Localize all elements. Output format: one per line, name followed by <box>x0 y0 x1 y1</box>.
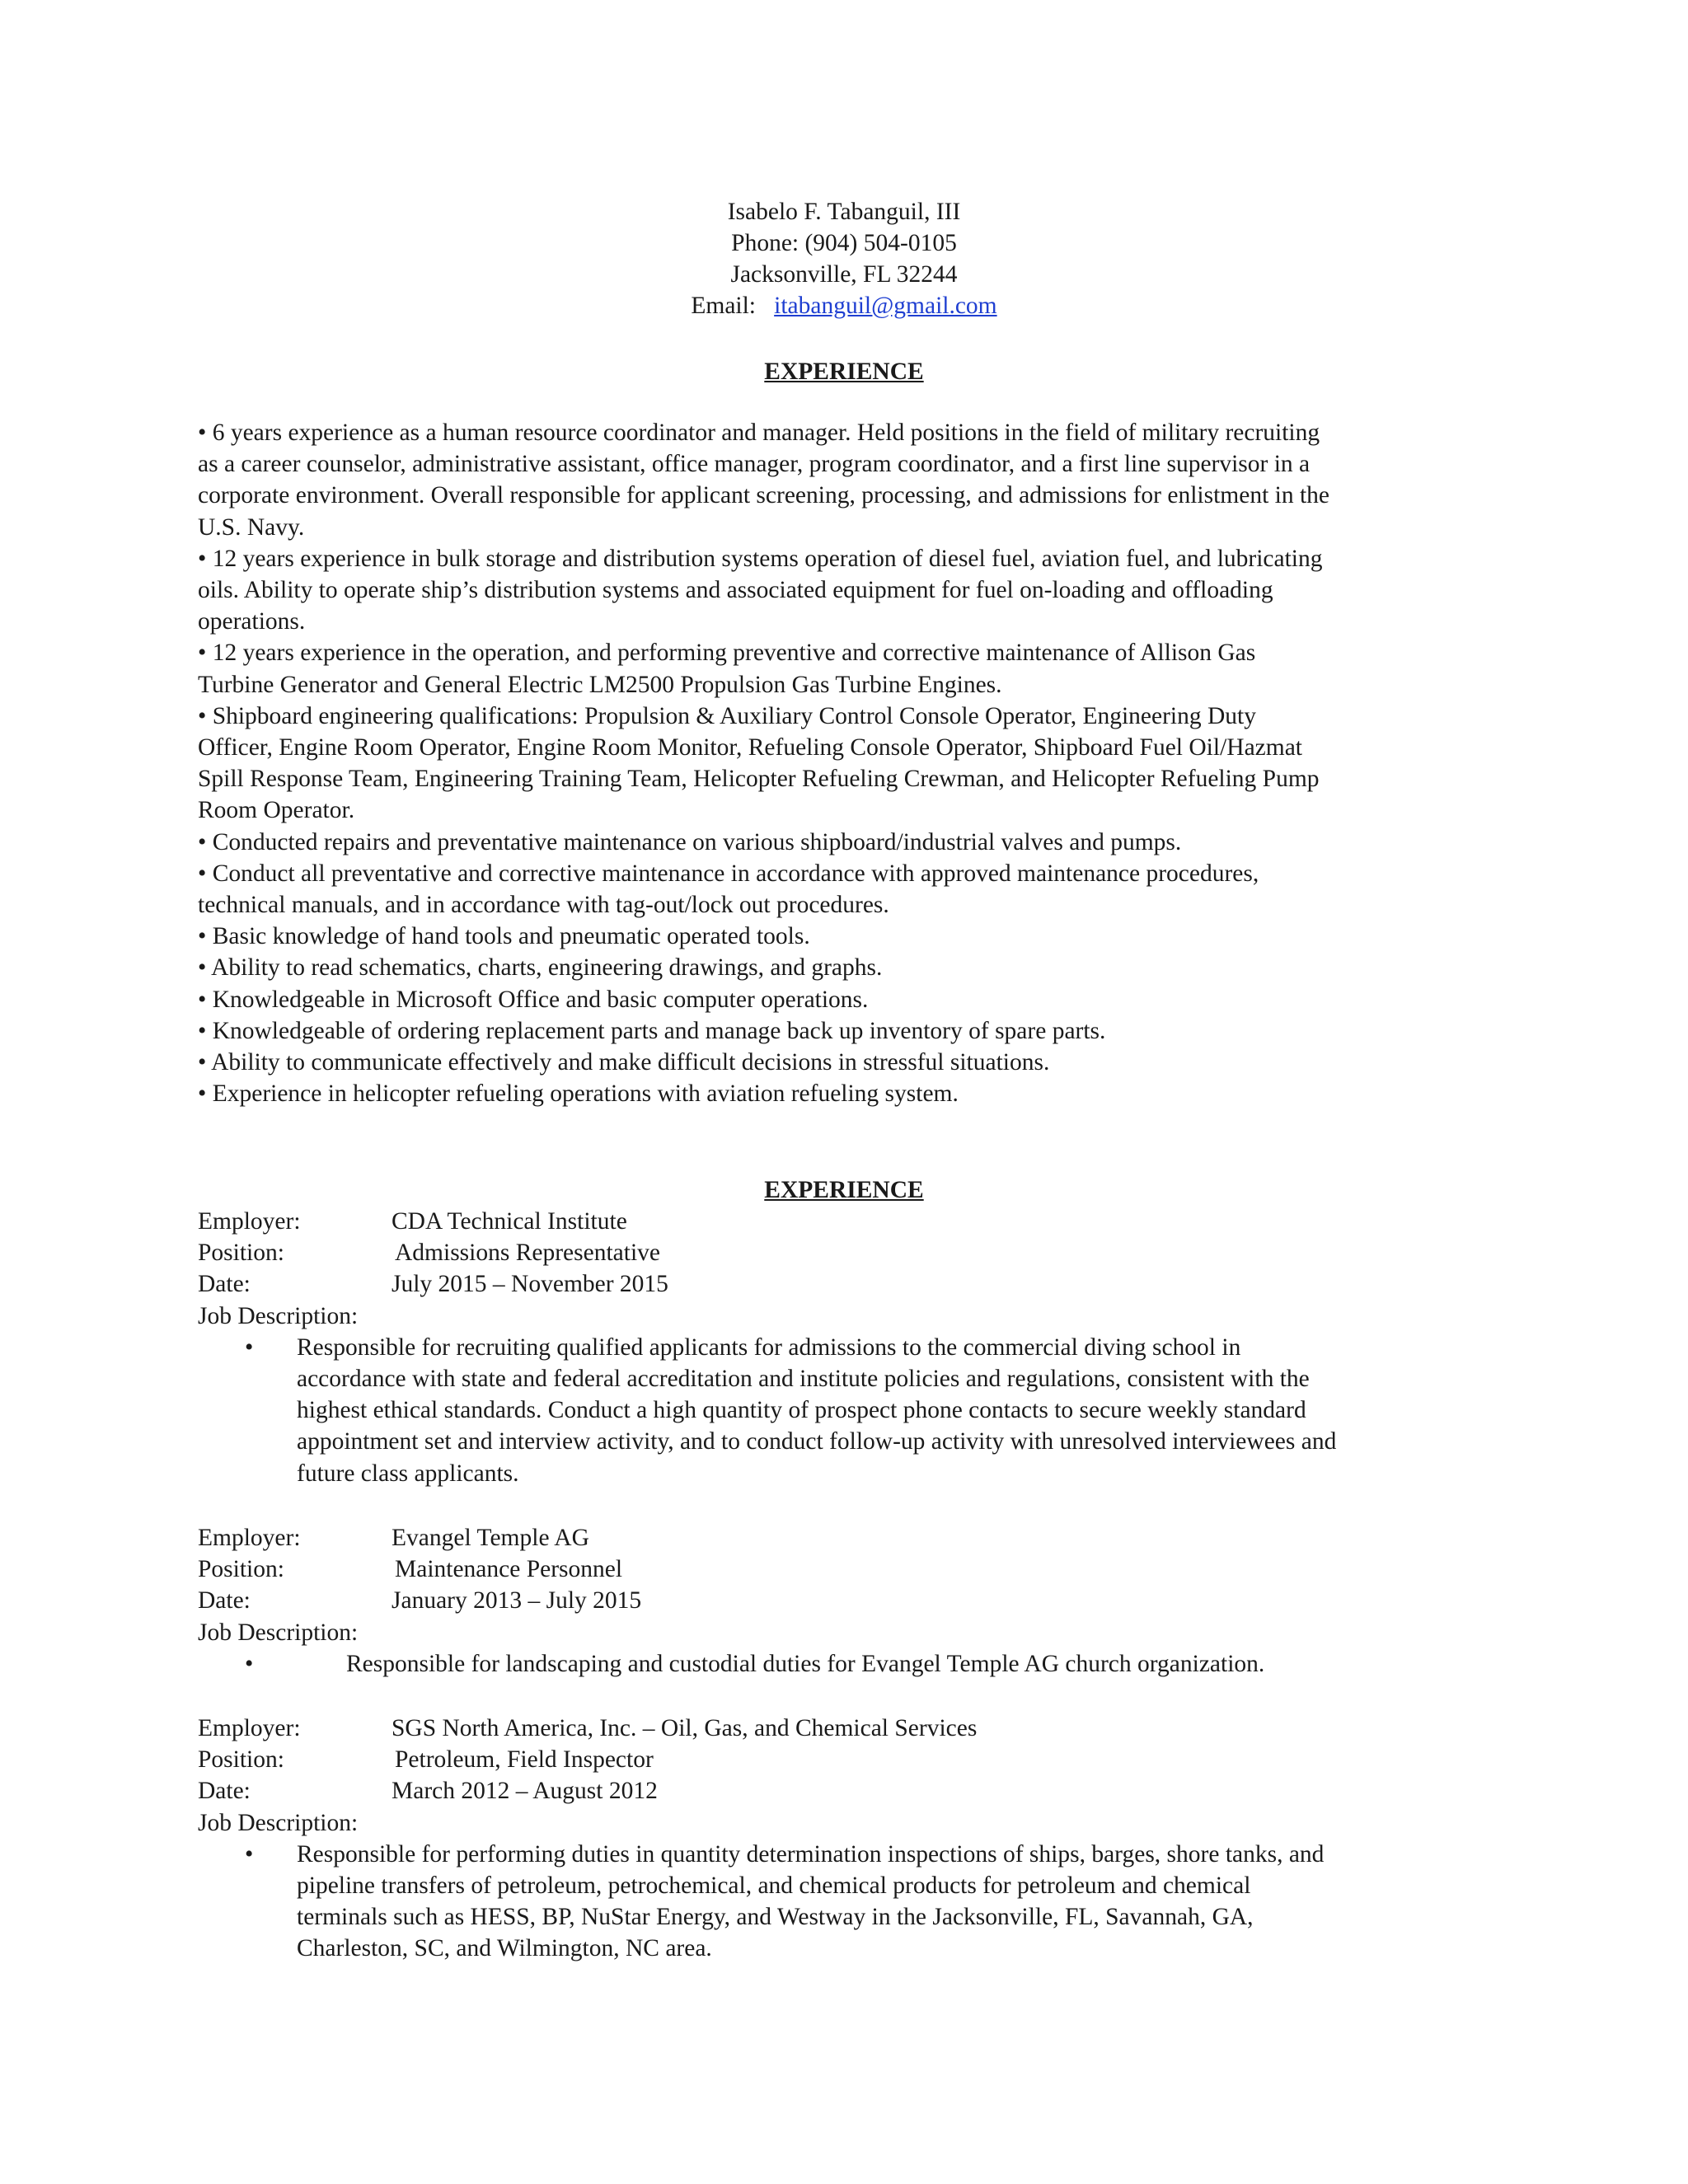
position-row <box>198 1554 1492 1585</box>
job-entry <box>198 1713 1492 1965</box>
employer-row <box>198 1206 1492 1237</box>
employer-label: Employer: <box>198 1208 301 1235</box>
position-row <box>198 1237 1492 1268</box>
summary-line: • 12 years experience in bulk storage and distribution systems operation of diesel fuel, aviation fuel, and lubricating <box>198 545 1323 572</box>
summary-line: Spill Response Team, Engineering Training Team, Helicopter Refueling Crewman, and Helicopter Refueling Pump <box>198 766 1320 793</box>
summary-line: • 12 years experience in the operation, and performing preventive and corrective maintenance of Allison Gas <box>198 640 1256 667</box>
position-value: Admissions Representative <box>395 1240 660 1267</box>
summary-line: • Basic knowledge of hand tools and pneumatic operated tools. <box>198 923 810 950</box>
employer-label: Employer: <box>198 1525 301 1551</box>
experience-heading: EXPERIENCE <box>764 1177 924 1203</box>
job-description-list <box>198 1332 1492 1489</box>
job-description-list <box>198 1648 1492 1680</box>
contact-header <box>0 196 1688 321</box>
position-row <box>198 1744 1492 1775</box>
employer-value: CDA Technical Institute <box>392 1208 627 1235</box>
summary-line: • Knowledgeable in Microsoft Office and basic computer operations. <box>198 986 869 1013</box>
date-label: Date: <box>198 1271 251 1298</box>
date-row <box>198 1775 1492 1807</box>
job-description-line: terminals such as HESS, BP, NuStar Energy, and Westway in the Jacksonville, FL, Savannah, GA, <box>297 1904 1254 1931</box>
summary-section <box>198 417 1492 1109</box>
job-description-line: pipeline transfers of petroleum, petrochemical, and chemical products for petroleum and chemical <box>297 1872 1251 1900</box>
position-label: Position: <box>198 1556 284 1583</box>
summary-line: • Conduct all preventative and corrective maintenance in accordance with approved maintenance procedures, <box>198 860 1259 887</box>
position-value: Petroleum, Field Inspector <box>395 1746 654 1774</box>
applicant-name: Isabelo F. Tabanguil, III <box>727 199 961 225</box>
summary-line: operations. <box>198 608 306 635</box>
employer-row <box>198 1522 1492 1554</box>
summary-line: oils. Ability to operate ship’s distribution systems and associated equipment for fuel on-loading and offloading <box>198 577 1273 604</box>
job-description-line: Responsible for recruiting qualified applicants for admissions to the commercial diving school in <box>297 1333 1241 1361</box>
summary-line: • Conducted repairs and preventative maintenance on various shipboard/industrial valves and pumps. <box>198 828 1182 855</box>
date-label: Date: <box>198 1587 251 1615</box>
employer-value: SGS North America, Inc. – Oil, Gas, and Chemical Services <box>392 1715 978 1741</box>
job-description-item <box>198 1332 1492 1489</box>
date-row <box>198 1268 1492 1300</box>
bullet-icon: • <box>245 1333 254 1361</box>
summary-line: as a career counselor, administrative assistant, office manager, program coordinator, and a first line supervisor in a <box>198 451 1311 478</box>
job-description-label: Job Description: <box>198 1302 359 1329</box>
job-description-line: Responsible for performing duties in quantity determination inspections of ships, barges, shore tanks, and <box>297 1840 1325 1868</box>
location: Jacksonville, FL 32244 <box>730 261 958 288</box>
summary-line: • Knowledgeable of ordering replacement parts and manage back up inventory of spare parts. <box>198 1017 1106 1044</box>
job-description-line: highest ethical standards. Conduct a high quantity of prospect phone contacts to secure weekly standard <box>297 1397 1306 1424</box>
job-description-list <box>198 1839 1492 1965</box>
summary-line: • 6 years experience as a human resource coordinator and manager. Held positions in the field of military recruiting <box>198 419 1320 446</box>
job-description-label: Job Description: <box>198 1809 359 1836</box>
date-value: January 2013 – July 2015 <box>392 1587 642 1615</box>
position-label: Position: <box>198 1746 284 1774</box>
job-description-line: future class applicants. <box>297 1460 519 1487</box>
date-row <box>198 1585 1492 1616</box>
summary-line: • Experience in helicopter refueling operations with aviation refueling system. <box>198 1080 959 1108</box>
job-entry <box>198 1522 1492 1680</box>
job-entry <box>198 1206 1492 1489</box>
email-link[interactable]: itabanguil@gmail.com <box>774 293 997 319</box>
position-label: Position: <box>198 1240 284 1267</box>
summary-heading: EXPERIENCE <box>764 359 924 385</box>
summary-line: U.S. Navy. <box>198 513 305 541</box>
position-value: Maintenance Personnel <box>395 1556 623 1583</box>
email-line <box>0 290 1688 321</box>
job-description-line: accordance with state and federal accreditation and institute policies and regulations, consistent with the <box>297 1366 1310 1393</box>
bullet-icon: • <box>245 1650 254 1677</box>
bullet-icon: • <box>245 1840 254 1868</box>
job-description-line: appointment set and interview activity, and to conduct follow-up activity with unresolved interviewees and <box>297 1428 1337 1455</box>
employer-label: Employer: <box>198 1715 301 1741</box>
email-label: Email: <box>691 293 757 319</box>
phone-number: Phone: (904) 504-0105 <box>731 230 957 256</box>
date-label: Date: <box>198 1778 251 1805</box>
employer-value: Evangel Temple AG <box>392 1525 589 1551</box>
job-description-item <box>198 1648 1492 1680</box>
summary-line: Room Operator. <box>198 797 355 824</box>
summary-line: • Ability to read schematics, charts, engineering drawings, and graphs. <box>198 954 883 982</box>
job-description-line: Charleston, SC, and Wilmington, NC area. <box>297 1935 712 1962</box>
summary-line: Turbine Generator and General Electric LM2500 Propulsion Gas Turbine Engines. <box>198 671 1002 698</box>
summary-line: technical manuals, and in accordance with tag-out/lock out procedures. <box>198 892 889 919</box>
job-description-line: Responsible for landscaping and custodial duties for Evangel Temple AG church organization. <box>346 1650 1265 1677</box>
summary-line: • Shipboard engineering qualifications: Propulsion & Auxiliary Control Console Operator, Engineering Duty <box>198 702 1256 729</box>
date-value: July 2015 – November 2015 <box>392 1271 668 1298</box>
employer-row <box>198 1713 1492 1744</box>
job-description-item <box>198 1839 1492 1965</box>
summary-line: corporate environment. Overall responsible for applicant screening, processing, and admissions for enlistment in the <box>198 482 1330 509</box>
date-value: March 2012 – August 2012 <box>392 1778 658 1805</box>
summary-line: • Ability to communicate effectively and make difficult decisions in stressful situations. <box>198 1049 1050 1076</box>
job-description-label: Job Description: <box>198 1619 359 1646</box>
summary-line: Officer, Engine Room Operator, Engine Room Monitor, Refueling Console Operator, Shipboard Fuel Oil/Hazmat <box>198 734 1302 762</box>
